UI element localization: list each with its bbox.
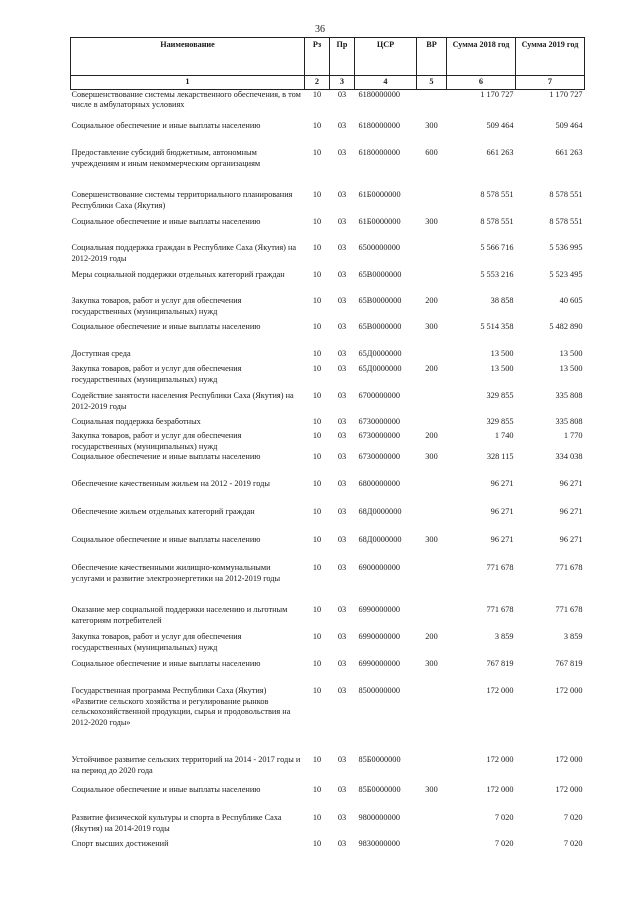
row-pr: 03 (337, 391, 347, 401)
row-sum-2018: 96 271 (490, 535, 514, 545)
row-sum-2019: 5 482 890 (549, 322, 583, 332)
row-sum-2019: 172 000 (555, 686, 583, 696)
row-rz: 10 (312, 121, 322, 131)
table-row (71, 349, 585, 364)
row-sum-2019: 172 000 (555, 755, 583, 765)
row-sum-2018: 96 271 (490, 479, 514, 489)
row-sum-2018: 7 020 (494, 839, 514, 849)
row-sum-2019: 1 770 (563, 431, 583, 441)
row-name: Доступная среда (71, 349, 131, 359)
row-sum-2018: 5 553 216 (480, 270, 514, 280)
row-rz: 10 (312, 270, 322, 280)
row-pr: 03 (337, 349, 347, 359)
row-csr: 6700000000 (358, 391, 400, 401)
row-rz: 10 (312, 686, 322, 696)
row-vr: 300 (425, 322, 438, 332)
row-csr: 6730000000 (358, 452, 400, 462)
row-sum-2018: 7 020 (494, 813, 514, 823)
row-sum-2018: 1 170 727 (480, 89, 514, 99)
row-sum-2019: 661 263 (555, 148, 583, 158)
row-vr (417, 270, 447, 296)
row-sum-2018: 5 514 358 (480, 322, 514, 332)
row-name: Закупка товаров, работ и услуг для обеспечения государственных (муниципальных) нужд (71, 364, 242, 384)
row-csr: 61Б0000000 (358, 217, 401, 227)
row-sum-2019: 3 859 (563, 632, 583, 642)
table-row (71, 686, 585, 755)
row-rz: 10 (312, 243, 322, 253)
row-name: Меры социальной поддержки отдельных категорий граждан (71, 270, 285, 280)
col-number: 1 (71, 76, 305, 90)
table-row (71, 121, 585, 148)
col-header-csr: ЦСР (355, 38, 417, 76)
row-pr: 03 (337, 452, 347, 462)
row-vr: 300 (425, 785, 438, 795)
row-name: Социальное обеспечение и иные выплаты населению (71, 659, 261, 669)
table-row (71, 243, 585, 270)
table-row (71, 148, 585, 190)
row-name: Развитие физической культуры и спорта в Республике Саха (Якутия) на 2014-2019 годы (71, 813, 282, 833)
row-sum-2019: 8 578 551 (549, 217, 583, 227)
row-pr: 03 (337, 121, 347, 131)
row-sum-2019: 13 500 (559, 364, 583, 374)
row-csr: 8500000000 (358, 686, 400, 696)
row-sum-2018: 96 271 (490, 507, 514, 517)
row-vr (417, 605, 447, 632)
table-row (71, 89, 585, 121)
row-vr (417, 349, 447, 364)
row-rz: 10 (312, 813, 322, 823)
budget-table (70, 37, 585, 853)
row-sum-2018: 3 859 (494, 632, 514, 642)
row-sum-2018: 8 578 551 (480, 190, 514, 200)
row-sum-2018: 509 464 (486, 121, 514, 131)
row-pr: 03 (337, 417, 347, 427)
row-csr: 6990000000 (358, 605, 400, 615)
row-name: Закупка товаров, работ и услуг для обеспечения государственных (муниципальных) нужд (71, 431, 242, 451)
row-sum-2018: 771 678 (486, 563, 514, 573)
page-number: 36 (315, 24, 325, 35)
row-sum-2018: 328 115 (486, 452, 514, 462)
row-csr: 6990000000 (358, 659, 400, 669)
table-row (71, 391, 585, 417)
row-vr (417, 813, 447, 839)
row-sum-2019: 172 000 (555, 785, 583, 795)
row-vr (417, 243, 447, 270)
row-csr: 6800000000 (358, 479, 400, 489)
row-sum-2019: 335 808 (555, 417, 583, 427)
row-csr: 6730000000 (358, 431, 400, 441)
table-row (71, 322, 585, 349)
row-csr: 65Д0000000 (358, 349, 402, 359)
table-row (71, 190, 585, 217)
table-row (71, 785, 585, 813)
row-rz: 10 (312, 785, 322, 795)
row-sum-2018: 13 500 (490, 349, 514, 359)
row-name: Социальное обеспечение и иные выплаты населению (71, 121, 261, 131)
table-row (71, 364, 585, 391)
row-pr: 03 (337, 535, 347, 545)
row-csr: 6990000000 (358, 632, 400, 642)
row-sum-2019: 771 678 (555, 605, 583, 615)
row-vr: 200 (425, 296, 438, 306)
row-sum-2018: 1 740 (494, 431, 514, 441)
row-csr: 6180000000 (358, 148, 400, 158)
row-pr: 03 (337, 296, 347, 306)
row-vr (417, 190, 447, 217)
row-vr: 200 (425, 431, 438, 441)
row-sum-2018: 661 263 (486, 148, 514, 158)
row-csr: 6180000000 (358, 121, 400, 131)
row-csr: 6900000000 (358, 563, 400, 573)
col-header-vr: ВР (417, 38, 447, 76)
col-number: 6 (447, 76, 516, 90)
row-sum-2018: 172 000 (486, 785, 514, 795)
row-pr: 03 (337, 217, 347, 227)
row-sum-2019: 5 536 995 (549, 243, 583, 253)
row-sum-2018: 771 678 (486, 605, 514, 615)
col-header-name: Наименование (71, 38, 305, 76)
row-sum-2019: 767 819 (555, 659, 583, 669)
row-rz: 10 (312, 507, 322, 517)
row-name: Социальная поддержка граждан в Республике Саха (Якутия) на 2012-2019 годы (71, 243, 297, 263)
row-pr: 03 (337, 659, 347, 669)
row-sum-2019: 509 464 (555, 121, 583, 131)
row-rz: 10 (312, 452, 322, 462)
table-row (71, 659, 585, 686)
table-row (71, 632, 585, 659)
col-header-sum-2018: Сумма 2018 год (447, 38, 516, 76)
row-vr (417, 686, 447, 755)
row-pr: 03 (337, 364, 347, 374)
row-rz: 10 (312, 349, 322, 359)
row-rz: 10 (312, 839, 322, 849)
row-name: Социальное обеспечение и иные выплаты населению (71, 322, 261, 332)
row-rz: 10 (312, 535, 322, 545)
row-csr: 85Б0000000 (358, 785, 401, 795)
row-vr (417, 479, 447, 507)
row-vr (417, 563, 447, 605)
table-row (71, 417, 585, 431)
col-number: 2 (305, 76, 330, 90)
row-sum-2018: 38 858 (490, 296, 514, 306)
table-header (71, 38, 585, 90)
row-rz: 10 (312, 391, 322, 401)
row-pr: 03 (337, 839, 347, 849)
row-name: Государственная программа Республики Саха (Якутия) «Развитие сельского хозяйства и регулирование рынков сельскохозяйственной продукции, сырья и продовольствия на 2012-2020 годы» (71, 686, 291, 728)
row-sum-2019: 96 271 (559, 535, 583, 545)
row-vr: 300 (425, 121, 438, 131)
row-vr (417, 755, 447, 785)
row-pr: 03 (337, 507, 347, 517)
row-pr: 03 (337, 563, 347, 573)
col-header-pr: Пр (330, 38, 355, 76)
row-rz: 10 (312, 322, 322, 332)
table-row (71, 605, 585, 632)
row-name: Обеспечение качественными жилищно-коммунальными услугами и развитие электроэнергетики на 2012-2019 годы (71, 563, 281, 583)
row-rz: 10 (312, 659, 322, 669)
row-pr: 03 (337, 785, 347, 795)
row-sum-2019: 40 605 (559, 296, 583, 306)
col-number: 3 (330, 76, 355, 90)
row-sum-2018: 172 000 (486, 755, 514, 765)
row-vr: 200 (425, 364, 438, 374)
table-row (71, 479, 585, 507)
row-vr: 300 (425, 217, 438, 227)
row-name: Социальное обеспечение и иные выплаты населению (71, 452, 261, 462)
row-pr: 03 (337, 479, 347, 489)
row-sum-2019: 335 808 (555, 391, 583, 401)
row-name: Содействие занятости населения Республики Саха (Якутия) на 2012-2019 годы (71, 391, 294, 411)
row-rz: 10 (312, 431, 322, 441)
row-sum-2018: 329 855 (486, 417, 514, 427)
row-pr: 03 (337, 605, 347, 615)
row-sum-2018: 13 500 (490, 364, 514, 374)
row-sum-2019: 771 678 (555, 563, 583, 573)
row-sum-2019: 7 020 (563, 813, 583, 823)
row-sum-2018: 172 000 (486, 686, 514, 696)
row-rz: 10 (312, 217, 322, 227)
row-vr: 300 (425, 452, 438, 462)
row-pr: 03 (337, 755, 347, 765)
row-vr (417, 391, 447, 417)
row-vr: 600 (425, 148, 438, 158)
row-sum-2018: 8 578 551 (480, 217, 514, 227)
row-sum-2019: 1 170 727 (549, 89, 583, 99)
table-row (71, 813, 585, 839)
row-name: Закупка товаров, работ и услуг для обеспечения государственных (муниципальных) нужд (71, 632, 242, 652)
row-name: Совершенствование системы лекарственного обеспечения, в том числе в амбулаторных условиях (71, 89, 301, 110)
row-csr: 65В0000000 (358, 322, 402, 332)
row-rz: 10 (312, 148, 322, 158)
row-csr: 6730000000 (358, 417, 400, 427)
row-sum-2019: 334 038 (555, 452, 583, 462)
row-sum-2018: 5 566 716 (480, 243, 514, 253)
table-row (71, 563, 585, 605)
row-csr: 65Д0000000 (358, 364, 402, 374)
col-header-rz: Рз (305, 38, 330, 76)
row-vr: 200 (425, 632, 438, 642)
table-row (71, 507, 585, 535)
row-csr: 65В0000000 (358, 296, 402, 306)
col-number: 4 (355, 76, 417, 90)
row-pr: 03 (337, 270, 347, 280)
row-vr (417, 507, 447, 535)
row-csr: 6500000000 (358, 243, 400, 253)
row-pr: 03 (337, 89, 347, 99)
row-csr: 9830000000 (358, 839, 400, 849)
row-csr: 6180000000 (358, 89, 400, 99)
row-rz: 10 (312, 632, 322, 642)
table-row (71, 217, 585, 243)
table-row (71, 755, 585, 785)
col-number: 7 (516, 76, 585, 90)
row-name: Социальное обеспечение и иные выплаты населению (71, 535, 261, 545)
table-row (71, 270, 585, 296)
row-pr: 03 (337, 322, 347, 332)
table-row (71, 296, 585, 322)
row-sum-2019: 96 271 (559, 507, 583, 517)
table-body (71, 89, 585, 853)
row-vr (417, 839, 447, 853)
row-pr: 03 (337, 148, 347, 158)
row-pr: 03 (337, 686, 347, 696)
row-csr: 65В0000000 (358, 270, 402, 280)
row-rz: 10 (312, 417, 322, 427)
row-rz: 10 (312, 364, 322, 374)
row-pr: 03 (337, 431, 347, 441)
row-csr: 61Б0000000 (358, 190, 401, 200)
col-header-sum-2019: Сумма 2019 год (516, 38, 585, 76)
row-rz: 10 (312, 605, 322, 615)
row-name: Предоставление субсидий бюджетным, автономным учреждениям и иным некоммерческим организациям (71, 148, 261, 168)
row-rz: 10 (312, 755, 322, 765)
row-name: Обеспечение жильем отдельных категорий граждан (71, 507, 255, 517)
row-name: Обеспечение качественным жильем на 2012 - 2019 годы (71, 479, 270, 489)
row-name: Закупка товаров, работ и услуг для обеспечения государственных (муниципальных) нужд (71, 296, 242, 316)
row-csr: 9800000000 (358, 813, 400, 823)
column-number-row (71, 76, 585, 90)
row-sum-2018: 329 855 (486, 391, 514, 401)
row-rz: 10 (312, 563, 322, 573)
row-pr: 03 (337, 632, 347, 642)
row-csr: 85Б0000000 (358, 755, 401, 765)
table-row (71, 431, 585, 452)
col-number: 5 (417, 76, 447, 90)
row-pr: 03 (337, 190, 347, 200)
row-name: Совершенствование системы территориального планирования Республики Саха (Якутия) (71, 190, 293, 210)
row-name: Оказание мер социальной поддержки населению и льготным категориям потребителей (71, 605, 288, 625)
row-sum-2019: 7 020 (563, 839, 583, 849)
row-sum-2018: 767 819 (486, 659, 514, 669)
row-rz: 10 (312, 190, 322, 200)
row-csr: 68Д0000000 (358, 535, 402, 545)
row-sum-2019: 13 500 (559, 349, 583, 359)
row-vr: 300 (425, 535, 438, 545)
row-name: Социальное обеспечение и иные выплаты населению (71, 217, 261, 227)
table-row (71, 535, 585, 563)
row-vr: 300 (425, 659, 438, 669)
row-pr: 03 (337, 243, 347, 253)
row-name: Социальное обеспечение и иные выплаты населению (71, 785, 261, 795)
row-sum-2019: 5 523 495 (549, 270, 583, 280)
row-name: Социальная поддержка безработных (71, 417, 201, 427)
row-sum-2019: 8 578 551 (549, 190, 583, 200)
row-name: Спорт высших достижений (71, 839, 169, 849)
table-row (71, 839, 585, 853)
row-rz: 10 (312, 479, 322, 489)
row-csr: 68Д0000000 (358, 507, 402, 517)
row-vr (417, 417, 447, 431)
row-vr (417, 89, 447, 121)
table-row (71, 452, 585, 479)
row-rz: 10 (312, 89, 322, 99)
row-sum-2019: 96 271 (559, 479, 583, 489)
row-name: Устойчивое развитие сельских территорий на 2014 - 2017 годы и на период до 2020 года (71, 755, 301, 775)
row-rz: 10 (312, 296, 322, 306)
row-pr: 03 (337, 813, 347, 823)
